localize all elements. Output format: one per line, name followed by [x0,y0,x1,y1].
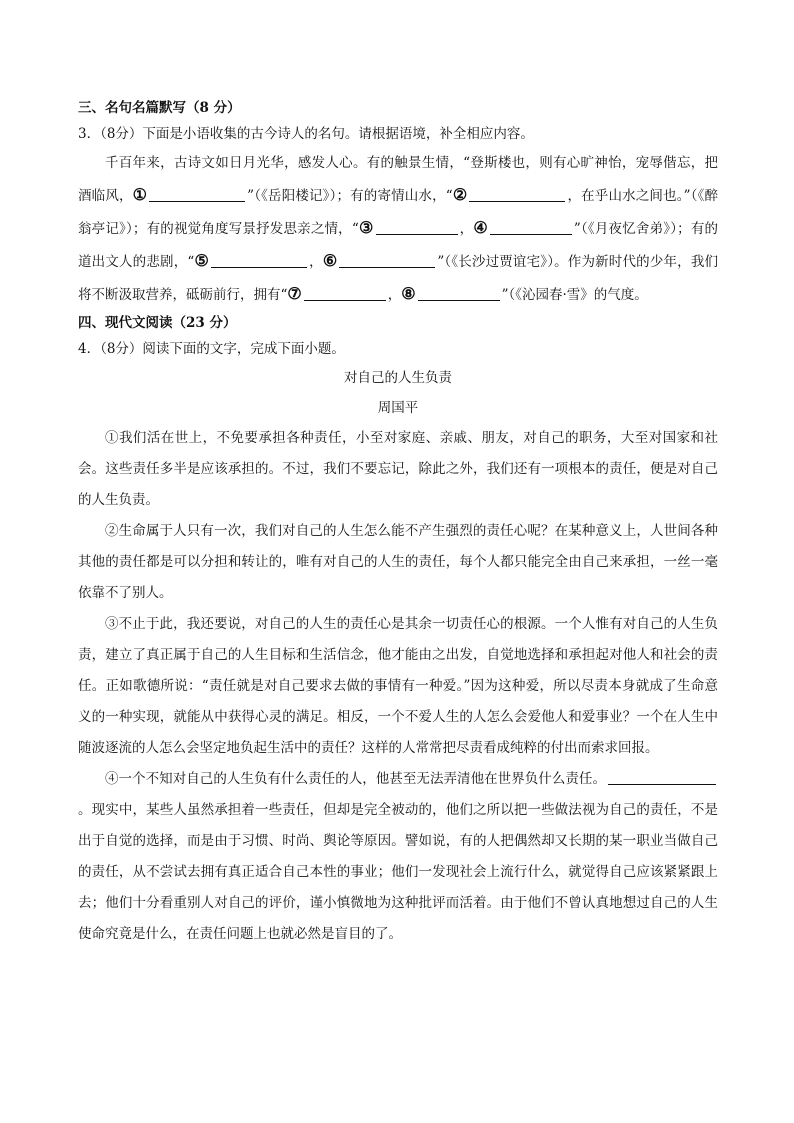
paragraph-4-text-a: ④一个不知对自己的人生负有什么责任的人，他甚至无法弄清他在世界负什么责任。 [105,771,606,787]
fill-blank-7[interactable] [304,287,386,302]
passage-text-5: ”（《月夜忆舍弟》）；有的道出文人的悲剧，“ [78,221,719,270]
fill-blank-4[interactable] [490,221,572,236]
passage-text-7: ”（《长沙过贾谊宅》）。作为新时代的少年，我们将不断汲取营养，砥砺前行，拥有“ [78,254,719,303]
article-paragraph-2: ②生命属于人只有一次，我们对自己的人生怎么能不产生强烈的责任心呢？在某种意义上，人世间各种其他的责任都是可以分担和转让的，唯有对自己的人生的责任，每个人都只能完全由自己来承担，一丝一毫依靠不了别人。 [78,523,718,601]
question-4-prompt: 4．（8分）阅读下面的文字，完成下面小题。 [78,341,345,357]
article-paragraph-3: ③不止于此，我还要说，对自己的人生的责任心是其余一切责任心的根源。一个人惟有对自己的人生负责，建立了真正属于自己的人生目标和生活信念，他才能由之出发，自觉地选择和承担起对他人和社会的责任。正如歌德所说：“责任就是对自己要求去做的事情有一种爱。”因为这种爱，所以尽责本身就成了生命意义的一种实现，就能从中获得心灵的满足。相反，一个不爱人生的人怎么会爱他人和爱事业？一个在人生中随波逐流的人怎么会坚定地负起生活中的责任？这样的人常常把尽责看成纯粹的付出而索求回报。 [78,616,718,756]
fill-blank-3[interactable] [376,221,458,236]
document-page [78,96,718,950]
passage-text-9: ”（《沁园春·雪》的气度。 [501,287,648,303]
passage-text-6: ， [308,254,323,270]
fill-blank-2[interactable] [469,188,565,203]
fill-blank-paragraph-4[interactable] [608,771,716,786]
blank-number-5: ⑤ [194,251,209,270]
blank-number-2: ② [452,185,468,204]
blank-number-7: ⑦ [287,284,302,303]
article-paragraph-1: ①我们活在世上，不免要承担各种责任，小至对家庭、亲戚、朋友，对自己的职务，大至对国家和社会。这些责任多半是应该承担的。不过，我们不要忘记，除此之外，我们还有一项根本的责任，便是对自己的人生负责。 [78,430,718,508]
article-author: 周国平 [377,400,419,416]
section-4-heading: 四、现代文阅读（23 分） [78,315,237,331]
question-3-prompt: 3．（8分）下面是小语收集的古今诗人的名句。请根据语境，补全相应内容。 [78,126,534,142]
blank-number-8: ⑧ [401,284,416,303]
blank-number-1: ① [132,185,148,204]
section-3-heading: 三、名句名篇默写（8 分） [78,100,241,116]
fill-blank-6[interactable] [339,254,435,269]
passage-text-8: ， [387,287,402,303]
passage-text-1: 千百年来，古诗文如日月光华，感发人心。有的触景生情，“登斯楼也，则有心旷神怡，宠辱偕忘，把酒临风， [78,155,718,204]
fill-blank-5[interactable] [211,254,307,269]
paragraph-4-text-b: 。现实中，某些人虽然承担着一些责任，但却是完全被动的，他们之所以把一些做法视为自己的责任，不是出于自觉的选择，而是由于习惯、时尚、舆论等原因。譬如说，有的人把偶然却又长期的某一职业当做自己的责任，从不尝试去拥有真正适合自己本性的事业；他们一发现社会上流行什么，就觉得自己应该紧紧跟上去；他们十分看重别人对自己的评价，谨小慎微地为这种批评而活着。由于他们不曾认真地想过自己的人生使命究竟是什么，在责任问题上也就必然是盲目的了。 [78,802,718,942]
blank-number-4: ④ [473,218,488,237]
article-paragraph-4 [78,764,718,950]
fill-blank-1[interactable] [149,188,245,203]
fill-blank-8[interactable] [418,287,500,302]
blank-number-3: ③ [358,218,374,237]
question-3-passage [78,148,718,311]
blank-number-6: ⑥ [322,251,338,270]
passage-text-2: ”（《岳阳楼记》）；有的寄情山水，“ [247,188,453,204]
article-title: 对自己的人生负责 [344,370,452,386]
passage-text-3: ，在乎山水之间也。”（《醉翁亭记》）；有的视觉角度写景抒发思亲之情，“ [78,188,719,237]
passage-text-4: ， [459,221,474,237]
